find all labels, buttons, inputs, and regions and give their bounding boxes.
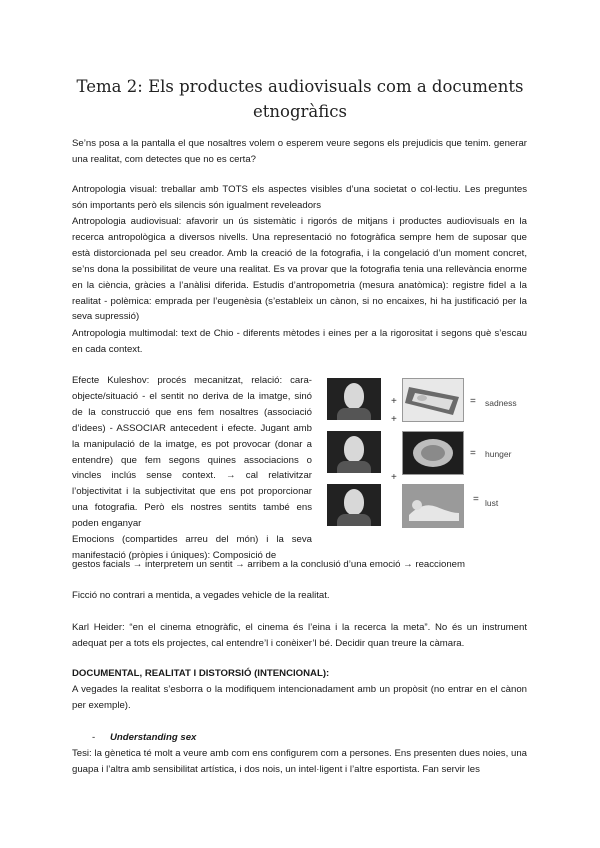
- paragraph-thesis: Tesi: la gènetica té molt a veure amb com ens configurem com a persones. Ens presenten dues noies, una guapa i l’altra amb sensibilitat artística, i dos nois, un intel·ligent i l’altre esportista. Fan servir les: [72, 748, 527, 775]
- paragraph-multimodal-anthropology: Antropologia multimodal: text de Chio - diferents mètodes i eines per a la rigorositat i segons què s’escau en cada context.: [72, 328, 527, 355]
- equals-sign: =: [473, 494, 479, 505]
- paragraph-emotions-continued: gestos facials → interpretem un sentit → arribem a la conclusió d’una emoció → reaccionem: [72, 559, 465, 570]
- paragraph-audiovisual-anthropology: Antropologia audiovisual: afavorir un ús sistemàtic i rigorós de mitjans i productes audiovisuals en la recerca antropològica a diversos nivells. Una representació no fotogràfica sempre hem de suposar que està distorcionada pel seu creador. Amb la creació de la fotografia, i la congelació d’un moment concret, se’ns dona la possibilitat de veure una realitat. Es va provar que la fotografia tenia una rellevància enorme en la ciència, gràcies a l’anàlisi diferida. Estudis d’antropometria (mesura anatòmica): registre fidel a la realitat - polèmica: emprada per l’eugenèsia (s’estableix un cànon, si no encaixes, hi ha justificació per la seva supressió): [72, 216, 527, 323]
- bullet-dash: -: [92, 732, 96, 743]
- face-image: [327, 484, 381, 526]
- kuleshov-effect-figure: [327, 376, 532, 532]
- face-image: [327, 431, 381, 473]
- paragraph-kuleshov-effect: Efecte Kuleshov: procés mecanitzat, relació: cara-objecte/situació - el sentit no deriva de la imatge, sinó de la construcció que ens fem nosaltres (associació d’idees) - ASSOCIAR antecedent i efecte. Jugant amb la manipulació de la imatge, es pot provocar (donar a entendre) que fem segons quines associacions o vincles inclús sense context. → cal relativitzar l’objectivitat i la subjectivitat que ens pot proporcionar una fotografia. Però els nostres sentits també ens poden enganyar: [72, 375, 312, 530]
- paragraph-intro: Se’ns posa a la pantalla el que nosaltres volem o esperem veure segons els prejudicis que tenim. generar una realitat, com detectes que no es certa?: [72, 138, 527, 165]
- plus-sign: +: [391, 396, 397, 407]
- equals-sign: =: [470, 396, 476, 407]
- emotion-label: hunger: [485, 449, 512, 459]
- page-title: Tema 2: Els productes audiovisuals com a documents etnogràfics: [76, 77, 524, 121]
- paragraph-reality-distortion: A vegades la realitat s’esborra o la modifiquem intencionadament amb un propòsit (no entrar en el cànon per exemple).: [72, 684, 527, 711]
- reclining-woman-image: [402, 484, 464, 528]
- paragraph-karl-heider: Karl Heider: “en el cinema etnogràfic, el cinema és l’eina i la recerca la meta”. No és un instrument adequat per a tots els projectes, cal entendre’l i conèixer’l bé. Decidir quan treure la càmara.: [72, 622, 527, 649]
- face-image: [327, 378, 381, 420]
- plus-sign: +: [391, 472, 397, 483]
- coffin-image: [402, 378, 464, 422]
- section-heading-documental: DOCUMENTAL, REALITAT I DISTORSIÓ (INTENCIONAL):: [72, 668, 330, 679]
- equals-sign: =: [470, 448, 476, 459]
- emotion-label: lust: [485, 498, 499, 508]
- soup-bowl-image: [402, 431, 464, 475]
- paragraph-fiction: Ficció no contrari a mentida, a vegades vehicle de la realitat.: [72, 590, 330, 601]
- paragraph-emotions: Emocions (compartides arreu del món) i la seva manifestació (pròpies i úniques): Composició de: [72, 534, 312, 561]
- plus-sign: +: [391, 414, 397, 425]
- bullet-label: Understanding sex: [110, 732, 197, 743]
- emotion-label: sadness: [485, 398, 517, 408]
- paragraph-visual-anthropology: Antropologia visual: treballar amb TOTS els aspectes visibles d’una societat o col·lectiu. Les preguntes són importants però els silencis són igualment reveleadors: [72, 184, 527, 211]
